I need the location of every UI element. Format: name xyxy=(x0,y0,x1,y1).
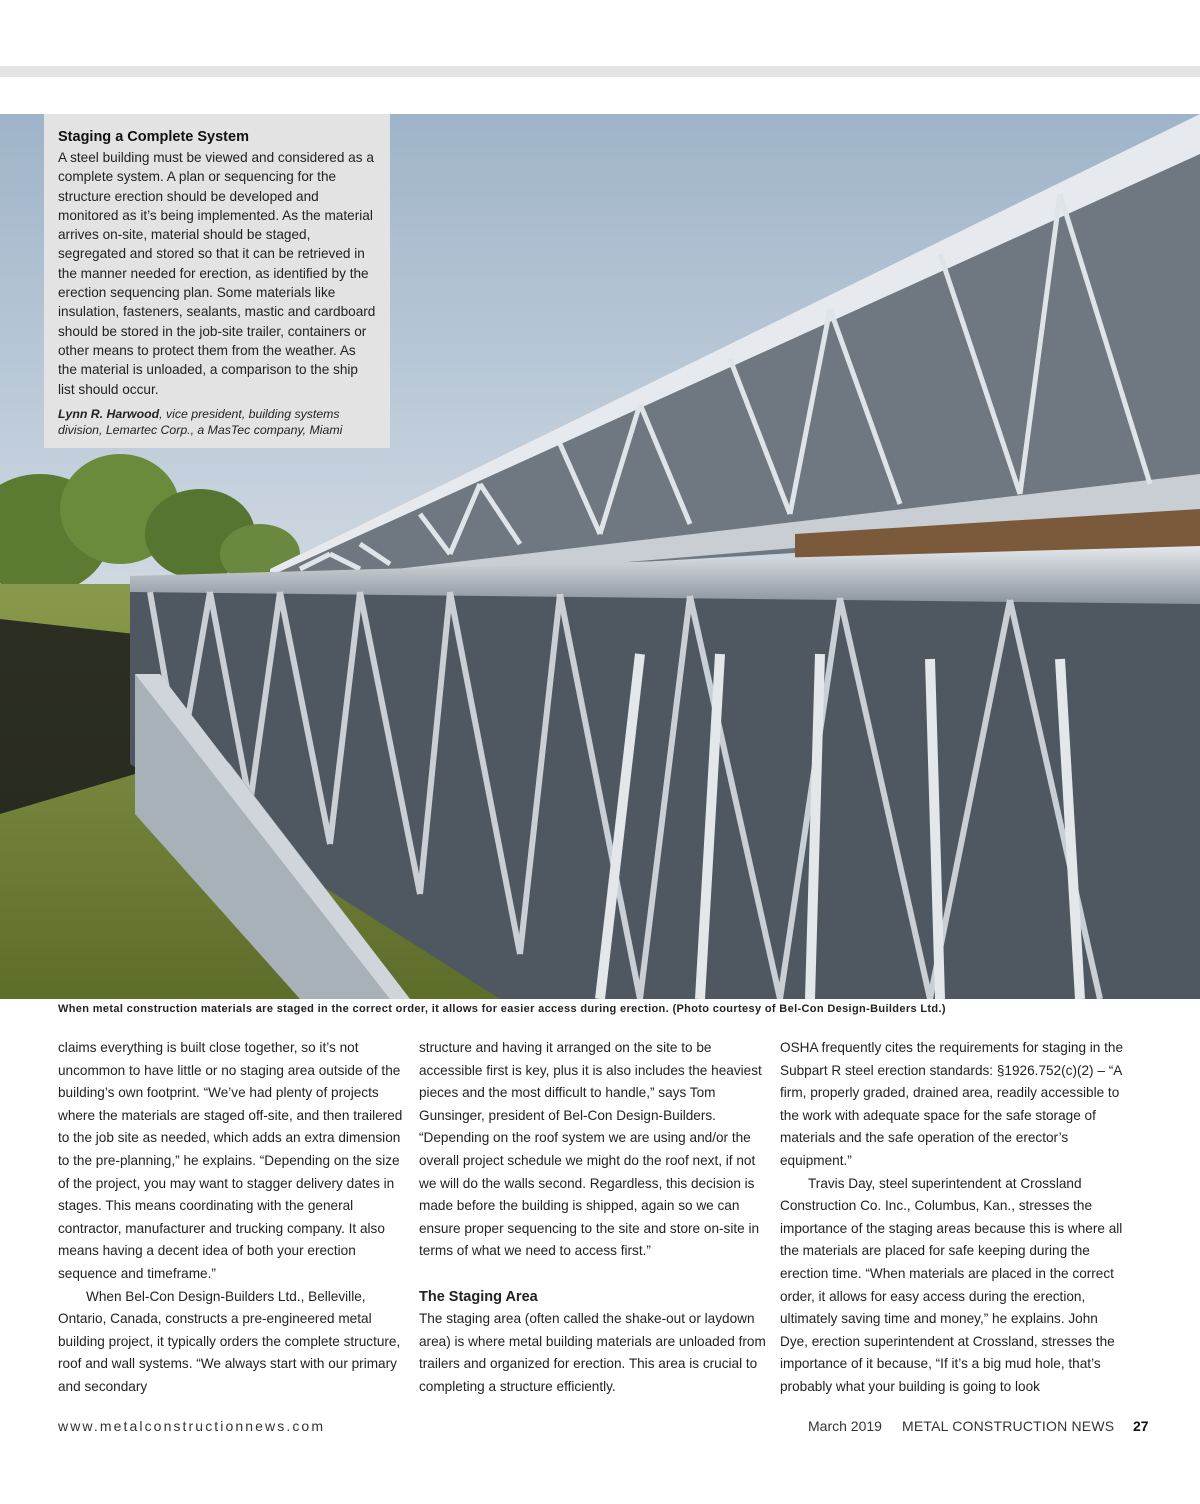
sidebar-credit xyxy=(58,406,376,438)
spacer xyxy=(419,1263,767,1286)
footer-website-link[interactable]: www.metalconstructionnews.com xyxy=(58,1418,326,1434)
paragraph: OSHA frequently cites the requirements for staging in the Subpart R steel erection standards: §1926.752(c)(2) – “A firm, properly graded, drained area, readily accessible to the work with adequate space for the safe storage of materials and the safe operation of the erector’s equipment.” xyxy=(780,1040,1124,1168)
sidebar-credit-title: , vice president, building systems division, Lemartec Corp., a MasTec company, Miami xyxy=(58,406,343,437)
paragraph: Travis Day, steel superintendent at Crossland Construction Co. Inc., Columbus, Kan., stresses the importance of the staging areas because this is where all the materials are placed for safe keeping during the erection time. “When materials are placed in the correct order, it allows for easy access during the erection, ultimately saving time and money,” he explains. John Dye, erection superintendent at Crossland, stresses the importance of it because, “If it’s a big mud hole, that’s probably what your building is going to look xyxy=(780,1175,1123,1394)
article-column-1 xyxy=(58,1037,406,1399)
page-number: 27 xyxy=(1133,1418,1149,1434)
sidebar-title: Staging a Complete System xyxy=(58,129,249,145)
photo-caption: When metal construction materials are staged in the correct order, it allows for easier access during erection. (Photo courtesy of Bel-Con Design-Builders Ltd.) xyxy=(58,1003,946,1015)
sidebar-box xyxy=(44,114,390,448)
paragraph: claims everything is built close together, so it’s not uncommon to have little or no staging area outside of the building’s own footprint. “We’ve had plenty of projects where the materials are staged off-site, and then trailered to the job site as needed, which adds an extra dimension to the pre-planning,” he explains. “Depending on the size of the project, you may want to stagger delivery dates in stages. This means coordinating with the general contractor, manufacturer and trucking company. It also means having a decent idea of both your erection sequence and timeframe.” xyxy=(58,1040,403,1281)
sidebar-credit-name: Lynn R. Harwood xyxy=(58,406,160,421)
paragraph: structure and having it arranged on the site to be accessible first is key, plus it is also includes the heaviest pieces and the most difficult to handle,” says Tom Gunsinger, president of Bel-Con Design-Builders. “Depending on the roof system we are using and/or the overall project schedule we might do the roof next, if not we will do the walls second. Regardless, this decision is made before the building is shipped, again so we can ensure proper sequencing to the site and store on-site in terms of what we need to access first.” xyxy=(419,1040,762,1259)
section-heading: The Staging Area xyxy=(419,1288,538,1305)
article-column-3 xyxy=(780,1037,1128,1399)
paragraph: When Bel-Con Design-Builders Ltd., Belleville, Ontario, Canada, constructs a pre-engineered metal building project, it typically orders the complete structure, roof and wall systems. “We always start with our primary and secondary xyxy=(58,1288,401,1394)
footer-issue-date: March 2019 xyxy=(808,1418,882,1434)
footer-magazine-name: METAL CONSTRUCTION NEWS xyxy=(902,1418,1115,1434)
sidebar-body: A steel building must be viewed and considered as a complete system. A plan or sequencing for the structure erection should be developed and monitored as it’s being implemented. As the material arrives on-site, material should be staged, segregated and stored so that it can be retrieved in the manner needed for erection, as identified by the erection sequencing plan. Some materials like insulation, fasteners, sealants, mastic and cardboard should be stored in the job-site trailer, containers or other means to protect them from the weather. As the material is unloaded, a comparison to the ship list should occur. xyxy=(58,150,376,397)
article-column-2 xyxy=(419,1037,767,1399)
top-rule xyxy=(0,66,1200,77)
paragraph: The staging area (often called the shake-out or laydown area) is where metal building materials are unloaded from trailers and organized for erection. This area is crucial to completing a structure efficiently. xyxy=(419,1311,766,1394)
